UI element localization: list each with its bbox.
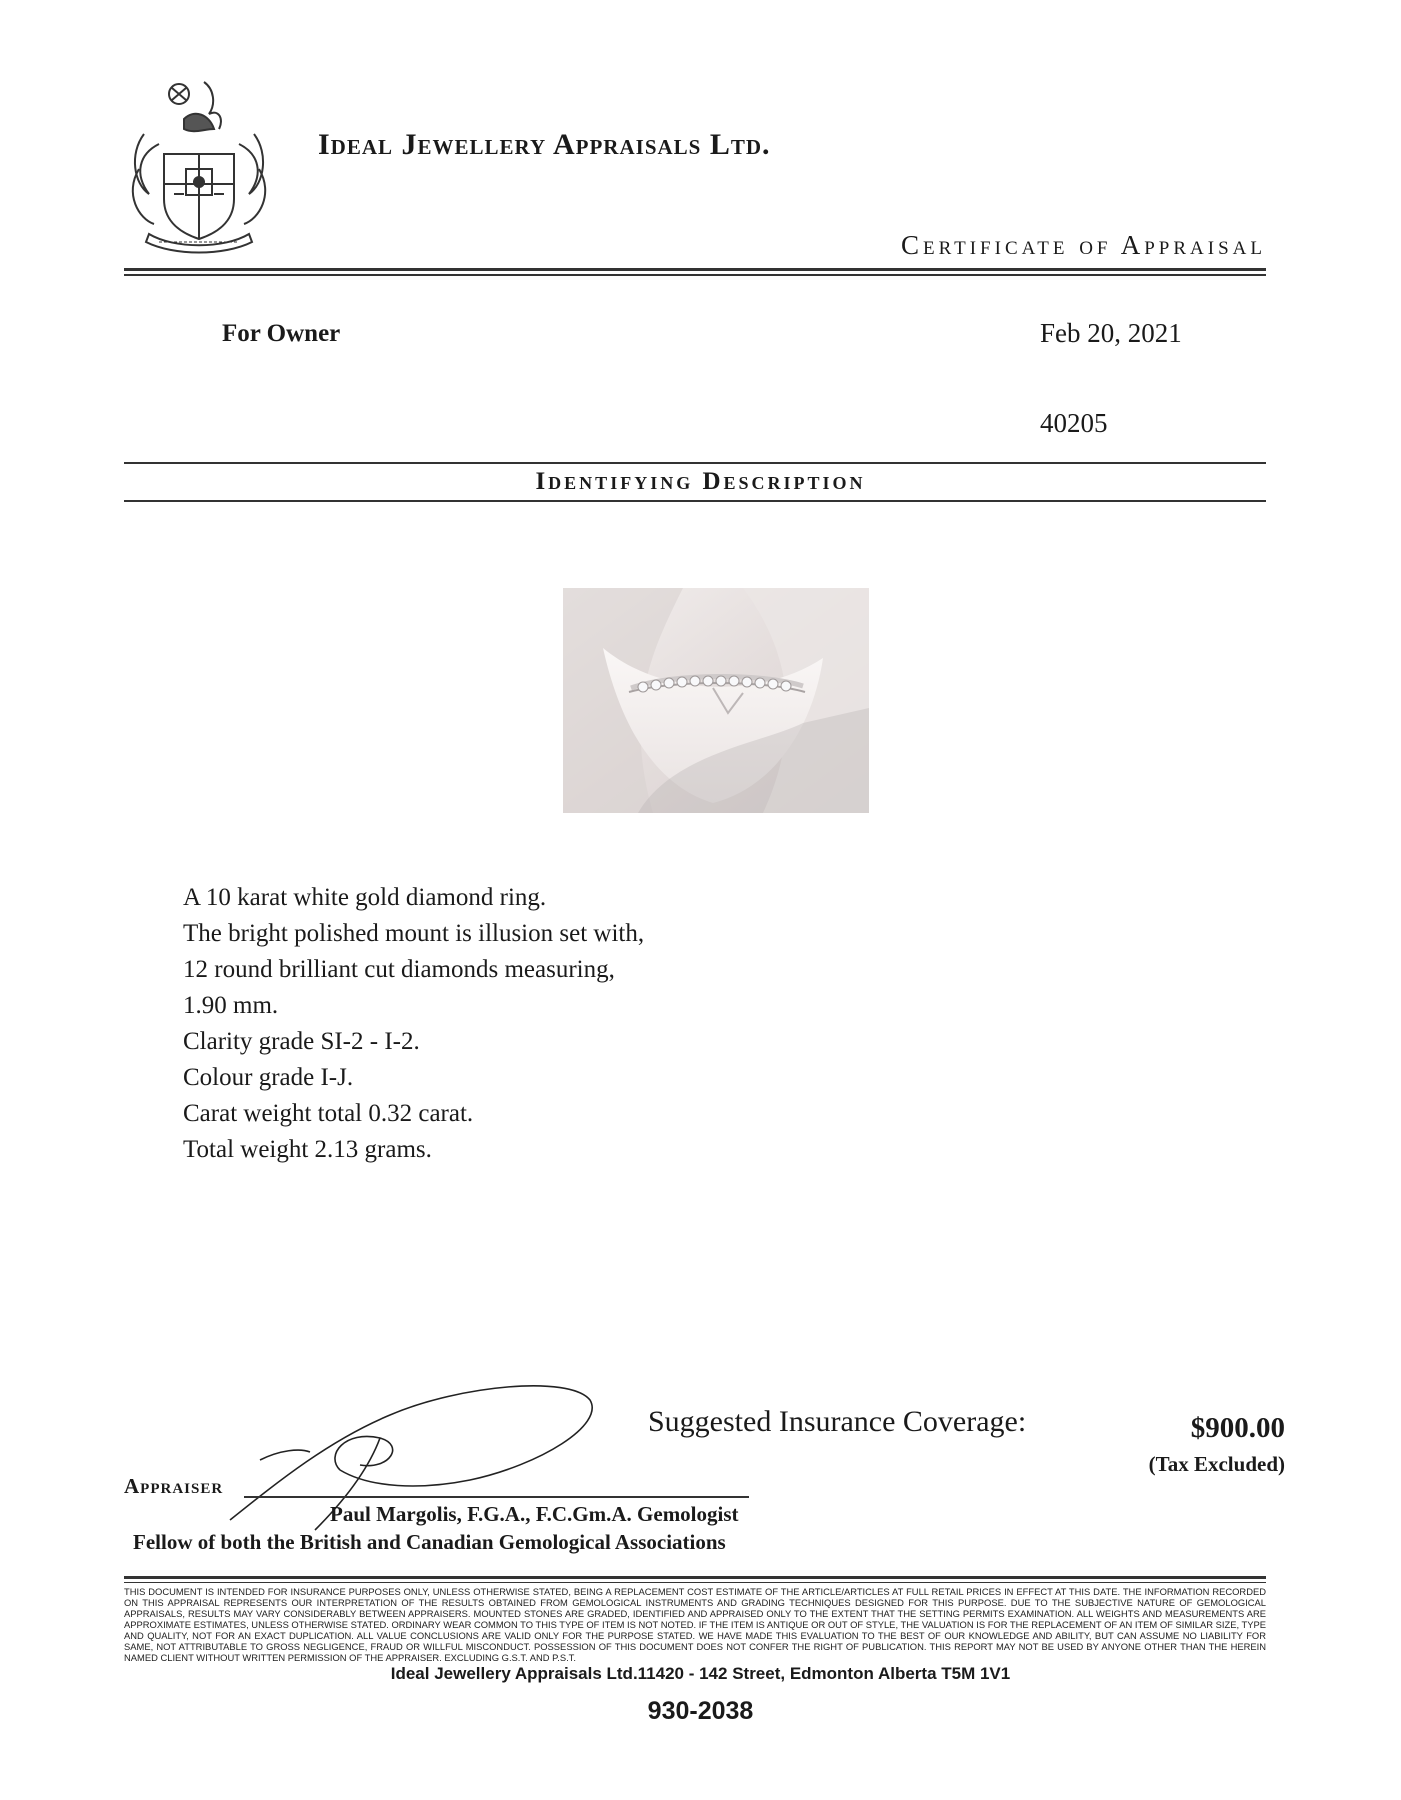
certificate-title: Certificate of Appraisal [900,230,1266,260]
header-rule [124,268,1266,271]
description-line: Clarity grade SI-2 - I-2. [183,1028,420,1055]
signature-line [244,1496,749,1498]
description-line: 1.90 mm. [183,992,279,1019]
certificate-number: 40205 [1040,408,1108,438]
footer-phone: 930-2038 [647,1697,754,1725]
coat-of-arms-icon [124,74,274,254]
appraiser-associations: Fellow of both the British and Canadian Gemological Associations [133,1530,726,1554]
coverage-note: (Tax Excluded) [1148,1452,1285,1476]
disclaimer-rule [124,1576,1266,1579]
appraisal-date: Feb 20, 2021 [1040,318,1182,348]
owner-label: For Owner [222,320,341,347]
description-line: A 10 karat white gold diamond ring. [183,884,547,911]
header-rule-thin [124,274,1266,276]
appraiser-name: Paul Margolis, F.G.A., F.C.Gm.A. Gemologist [330,1502,739,1526]
description-line: Total weight 2.13 grams. [183,1136,432,1163]
description-line: Carat weight total 0.32 carat. [183,1100,474,1127]
description-line: The bright polished mount is illusion set with, [183,920,645,947]
item-description [183,880,644,1168]
appraiser-label: Appraiser [124,1474,224,1498]
section-title: Identifying Description [535,468,866,495]
coverage-label: Suggested Insurance Coverage: [648,1405,1027,1438]
footer-address: Ideal Jewellery Appraisals Ltd.11420 - 142 Street, Edmonton Alberta T5M 1V1 [390,1664,1011,1683]
diamond-ring-photo [563,588,869,813]
section-rule-bottom [124,500,1266,502]
disclaimer-rule-thin [124,1582,1266,1583]
company-name: Ideal Jewellery Appraisals Ltd. [318,128,771,161]
coverage-value: $900.00 [1190,1412,1285,1444]
description-line: Colour grade I-J. [183,1064,354,1091]
description-line: 12 round brilliant cut diamonds measuring, [183,956,615,983]
disclaimer-text: THIS DOCUMENT IS INTENDED FOR INSURANCE PURPOSES ONLY, UNLESS OTHERWISE STATED, BEING A REPLACEMENT COST ESTIMATE OF THE ARTICLE/ARTICLES AT FULL RETAIL PRICES IN EFFECT AT THIS DATE. THE INFORMATION RECORDED ON THIS APPRAISAL REPRESENTS OUR INTERPRETATION OF THE RESULTS OBTAINED FROM GEMOLOGICAL INSTRUMENTS AND GRADING TECHNIQUES DESIGNED FOR THIS PURPOSE. DUE TO THE SUBJECTIVE NATURE OF GEMOLOGICAL APPRAISALS, RESULTS MAY VARY CONSIDERABLY BETWEEN APPRAISERS. MOUNTED STONES ARE GRADED, IDENTIFIED AND APPRAISED ONLY TO THE EXTENT THAT THE SETTING PERMITS EXAMINATION. ALL WEIGHTS AND MEASUREMENTS ARE APPROXIMATE ESTIMATES, UNLESS OTHERWISE STATED. ORDINARY WEAR COMMON TO THIS TYPE OF ITEM IS NOT NOTED. IF THE ITEM IS ANTIQUE OR OUT OF STYLE, THE VALUATION IS FOR THE REPLACEMENT OF AN ITEM OF SIMILAR SIZE, TYPE AND QUALITY, NOT FOR AN EXACT DUPLICATION. ALL VALUE CONCLUSIONS ARE VALID ONLY FOR THE PURPOSE STATED. WE HAVE MADE THIS EVALUATION TO THE BEST OF OUR KNOWLEDGE AND ABILITY, BUT CAN ASSUME NO LIABILITY FOR SAME, NOT ATTRIBUTABLE TO GROSS NEGLIGENCE, FRAUD OR WILLFUL MISCONDUCT. POSSESSION OF THIS DOCUMENT DOES NOT CONFER THE RIGHT OF PUBLICATION. THIS REPORT MAY NOT BE USED BY ANYONE OTHER THAN THE HEREIN NAMED CLIENT WITHOUT WRITTEN PERMISSION OF THE APPRAISER. EXCLUDING G.S.T. AND P.S.T. [124,1586,1266,1663]
section-rule-top [124,462,1266,464]
